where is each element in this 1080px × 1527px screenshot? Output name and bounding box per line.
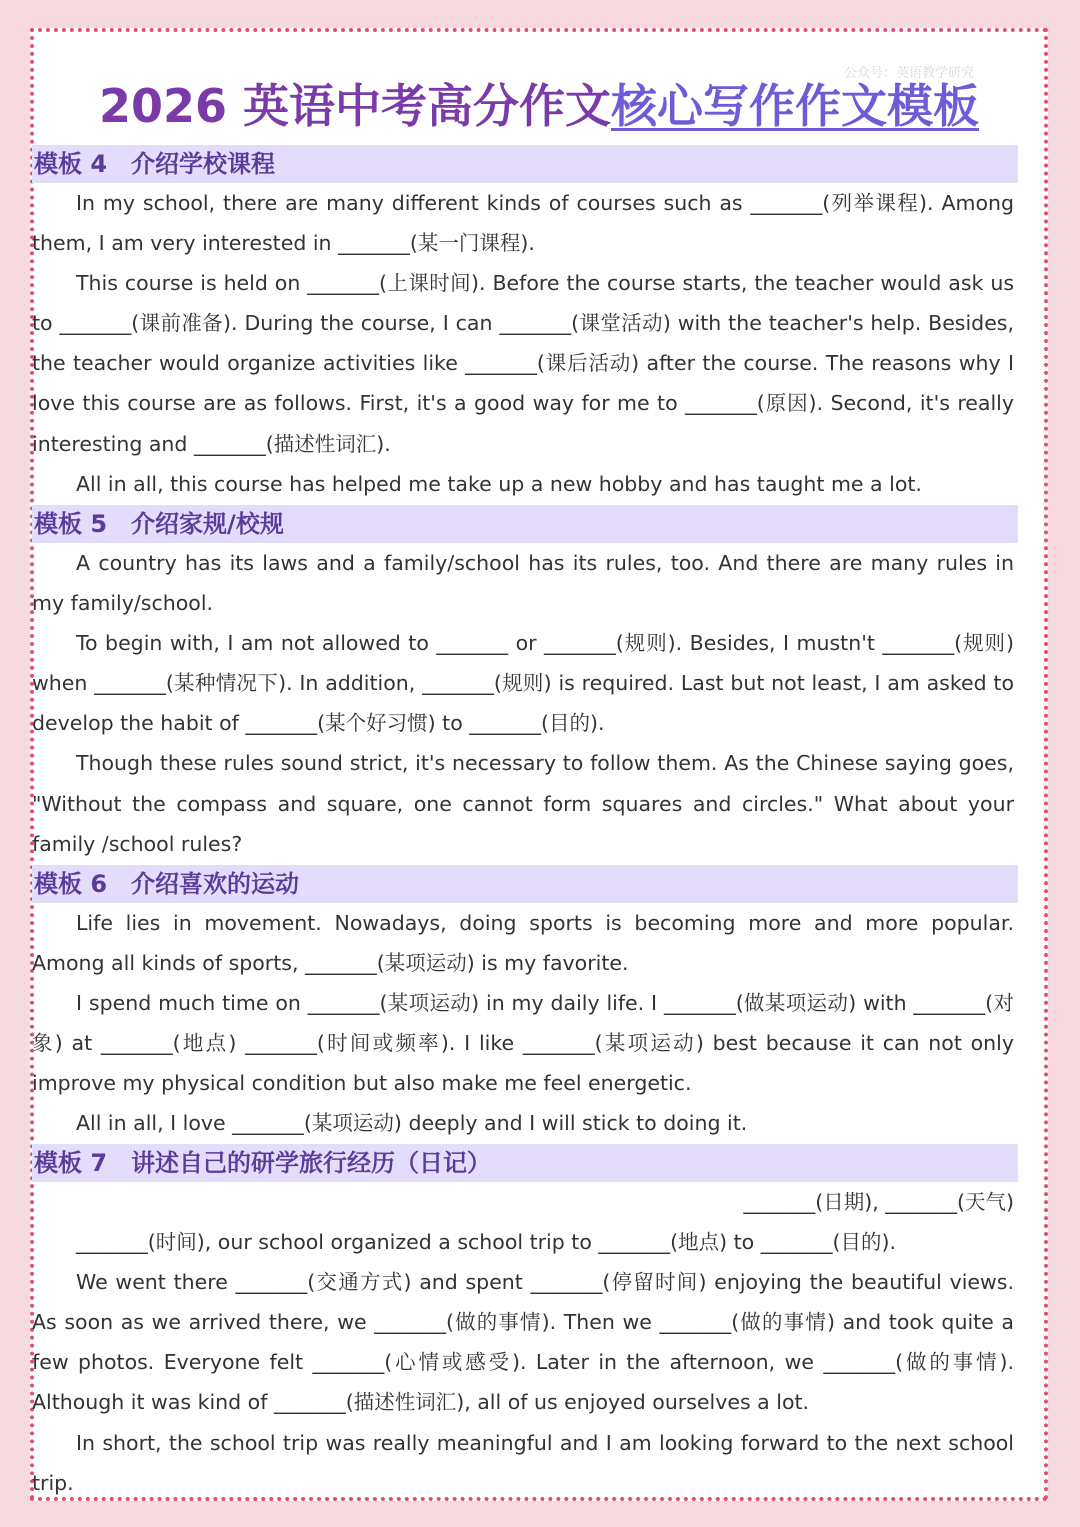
template-paragraph: A country has its laws and a family/school has its rules, too. And there are many rules in my family/school. — [32, 551, 1014, 616]
title-main: 2026 英语中考高分作文 — [98, 79, 612, 133]
template-paragraph: I spend much time on _______(某项运动) in my daily life. I _______(做某项运动) with _______(对象) at _______(地点) _______(时间或频率). I like _______(某项运动) best because it can not only improve my physical condition but also make me feel energetic. — [32, 991, 1014, 1096]
title-highlight: 核心写作作文模板 — [611, 79, 980, 133]
section-template-4 — [32, 145, 1018, 504]
template-title: 介绍家规/校规 — [131, 510, 284, 538]
template-paragraph: All in all, this course has helped me take up a new hobby and has taught me a lot. — [76, 471, 922, 496]
template-paragraph: In my school, there are many different kinds of courses such as _______(列举课程). Among them, I am very interested in _______(某一门课程). — [32, 191, 1014, 256]
template-title: 介绍学校课程 — [131, 150, 276, 178]
template-paragraph: We went there _______(交通方式) and spent _______(停留时间) enjoying the beautiful views. As soon as we arrived there, we _______(做的事情). Then we _______(做的事情) and took quite a few photos. Everyone felt _______(心情或感受). Later in the afternoon, we _______(做的事情). Although it was kind of _______(描述性词汇), all of us enjoyed ourselves a lot. — [32, 1270, 1014, 1415]
template-title: 讲述自己的研学旅行经历（日记） — [131, 1149, 492, 1177]
template-paragraph: _______(时间), our school organized a school trip to _______(地点) to _______(目的). — [76, 1230, 896, 1255]
watermark: 公众号：英语教学研究 — [843, 66, 974, 81]
section-template-7 — [32, 1144, 1018, 1503]
template-paragraph: All in all, I love _______(某项运动) deeply and I will stick to doing it. — [76, 1111, 748, 1136]
template-number: 模板 4 — [34, 150, 108, 178]
template-paragraph: This course is held on _______(上课时间). Before the course starts, the teacher would ask us to _______(课前准备). During the course, I can _______(课堂活动) with the teacher's help. Besides, the teacher would organize activities like _______(课后活动) after the course. The reasons why I love this course are as follows. First, it's a good way for me to _______(原因). Second, it's really interesting and _______(描述性词汇). — [32, 271, 1014, 456]
section-heading — [32, 505, 1018, 543]
template-title: 介绍喜欢的运动 — [131, 870, 300, 898]
section-template-5 — [32, 505, 1018, 864]
template-paragraph: Life lies in movement. Nowadays, doing sports is becoming more and more popular. Among all kinds of sports, _______(某项运动) is my favorite. — [32, 911, 1014, 976]
template-paragraph: Though these rules sound strict, it's necessary to follow them. As the Chinese saying goes, "Without the compass and square, one cannot form squares and circles." What about your family /school rules? — [32, 751, 1014, 856]
template-number: 模板 6 — [34, 870, 108, 898]
section-heading — [32, 865, 1018, 903]
template-paragraph: To begin with, I am not allowed to _______ or _______(规则). Besides, I mustn't _______(规则) when _______(某种情况下). In addition, _______(规则) is required. Last but not least, I am asked to develop the habit of _______(某个好习惯) to _______(目的). — [32, 631, 1014, 736]
section-template-6 — [32, 865, 1018, 1144]
page-title — [34, 76, 1044, 136]
template-number: 模板 5 — [34, 510, 108, 538]
section-heading — [32, 1144, 1018, 1182]
template-number: 模板 7 — [34, 1149, 108, 1177]
section-heading — [32, 145, 1018, 183]
template-paragraph: In short, the school trip was really meaningful and I am looking forward to the next school trip. — [32, 1430, 1014, 1495]
template-paragraph: _______(日期), _______(天气) — [743, 1190, 1014, 1214]
